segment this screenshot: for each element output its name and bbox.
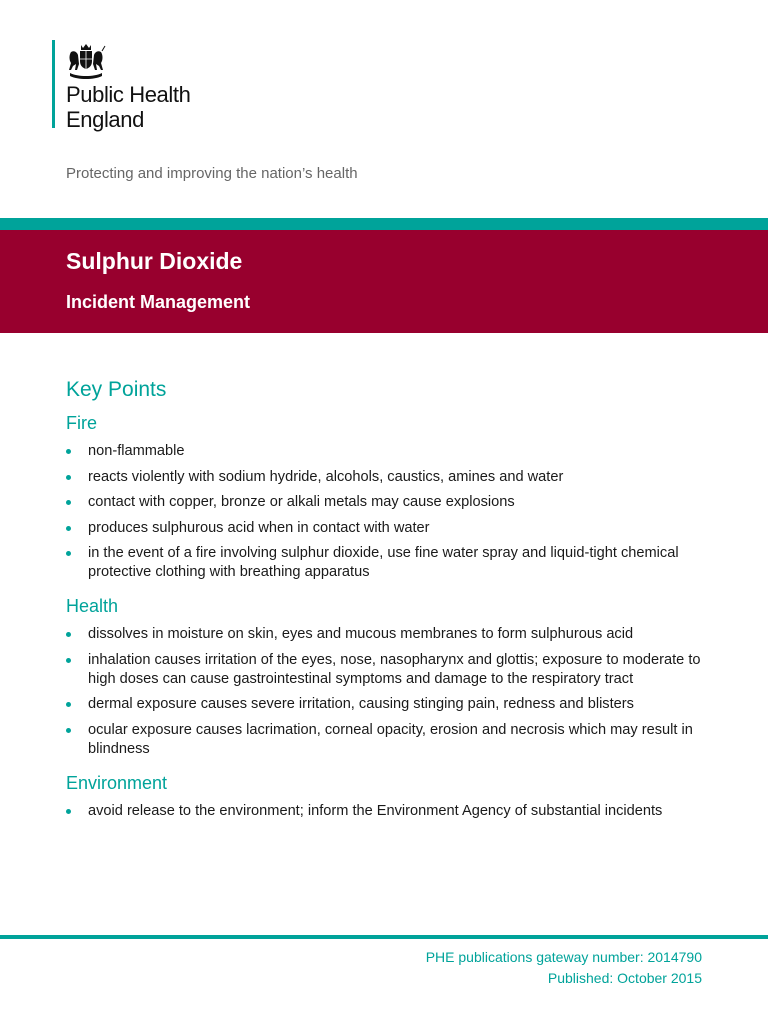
bullet-icon bbox=[66, 702, 71, 707]
bullet-icon bbox=[66, 632, 71, 637]
list-item-text: ocular exposure causes lacrimation, corneal opacity, erosion and necrosis which may result in blindness bbox=[88, 721, 693, 757]
bullet-icon bbox=[66, 728, 71, 733]
list-item-text: non-flammable bbox=[88, 443, 185, 459]
list-item-text: avoid release to the environment; inform the Environment Agency of substantial incidents bbox=[88, 802, 663, 819]
fire-list bbox=[66, 442, 716, 582]
bullet-icon bbox=[66, 526, 71, 531]
list-item bbox=[66, 493, 716, 512]
royal-coat-of-arms-icon bbox=[66, 42, 106, 80]
list-item-text: dissolves in moisture on skin, eyes and mucous membranes to form sulphurous acid bbox=[88, 626, 634, 642]
environment-list bbox=[66, 802, 716, 821]
document-subtitle: Incident Management bbox=[66, 292, 251, 312]
bullet-icon bbox=[66, 449, 71, 454]
list-item-text: in the event of a fire involving sulphur dioxide, use fine water spray and liquid-tight chemical protective clothing with breathing apparatus bbox=[88, 545, 679, 580]
list-item bbox=[66, 625, 716, 644]
list-item bbox=[66, 468, 716, 487]
logo-divider bbox=[52, 40, 55, 128]
bullet-icon bbox=[66, 500, 71, 505]
footer-divider bbox=[0, 935, 768, 939]
list-item bbox=[66, 695, 716, 714]
gateway-number: PHE publications gateway number: 2014790 bbox=[425, 949, 702, 965]
health-list bbox=[66, 625, 716, 759]
list-item bbox=[66, 519, 716, 538]
list-item-text: reacts violently with sodium hydride, alcohols, caustics, amines and water bbox=[88, 468, 564, 485]
fire-heading: Fire bbox=[66, 413, 97, 433]
key-points-heading: Key Points bbox=[66, 378, 167, 401]
organisation-name bbox=[66, 82, 190, 132]
environment-heading: Environment bbox=[66, 772, 168, 793]
bullet-icon bbox=[66, 551, 71, 556]
list-item bbox=[66, 721, 716, 759]
bullet-icon bbox=[66, 475, 71, 480]
health-section bbox=[66, 596, 716, 759]
list-item bbox=[66, 442, 716, 461]
list-item-text: inhalation causes irritation of the eyes, nose, nasopharynx and glottis; exposure to moderate to high doses can cause gastrointestinal symptoms and damage to the respiratory tract bbox=[88, 651, 701, 687]
list-item-text: contact with copper, bronze or alkali metals may cause explosions bbox=[88, 494, 515, 510]
health-heading: Health bbox=[66, 596, 119, 616]
document-title: Sulphur Dioxide bbox=[66, 248, 243, 274]
bullet-icon bbox=[66, 658, 71, 663]
bullet-icon bbox=[66, 809, 71, 814]
organisation-name-line1: Public Health bbox=[66, 82, 191, 107]
tagline: Protecting and improving the nation’s health bbox=[66, 165, 358, 182]
list-item-text: produces sulphurous acid when in contact with water bbox=[88, 519, 430, 536]
list-item bbox=[66, 651, 716, 689]
key-points-content bbox=[66, 378, 716, 835]
teal-accent-band bbox=[0, 218, 768, 230]
environment-section bbox=[66, 773, 716, 821]
title-band bbox=[0, 230, 768, 333]
fire-section bbox=[66, 413, 716, 582]
list-item-text: dermal exposure causes severe irritation, causing stinging pain, redness and blisters bbox=[88, 696, 634, 712]
organisation-name-line2: England bbox=[66, 107, 144, 132]
publication-date: Published: October 2015 bbox=[547, 970, 702, 986]
list-item bbox=[66, 802, 716, 821]
list-item bbox=[66, 544, 716, 582]
